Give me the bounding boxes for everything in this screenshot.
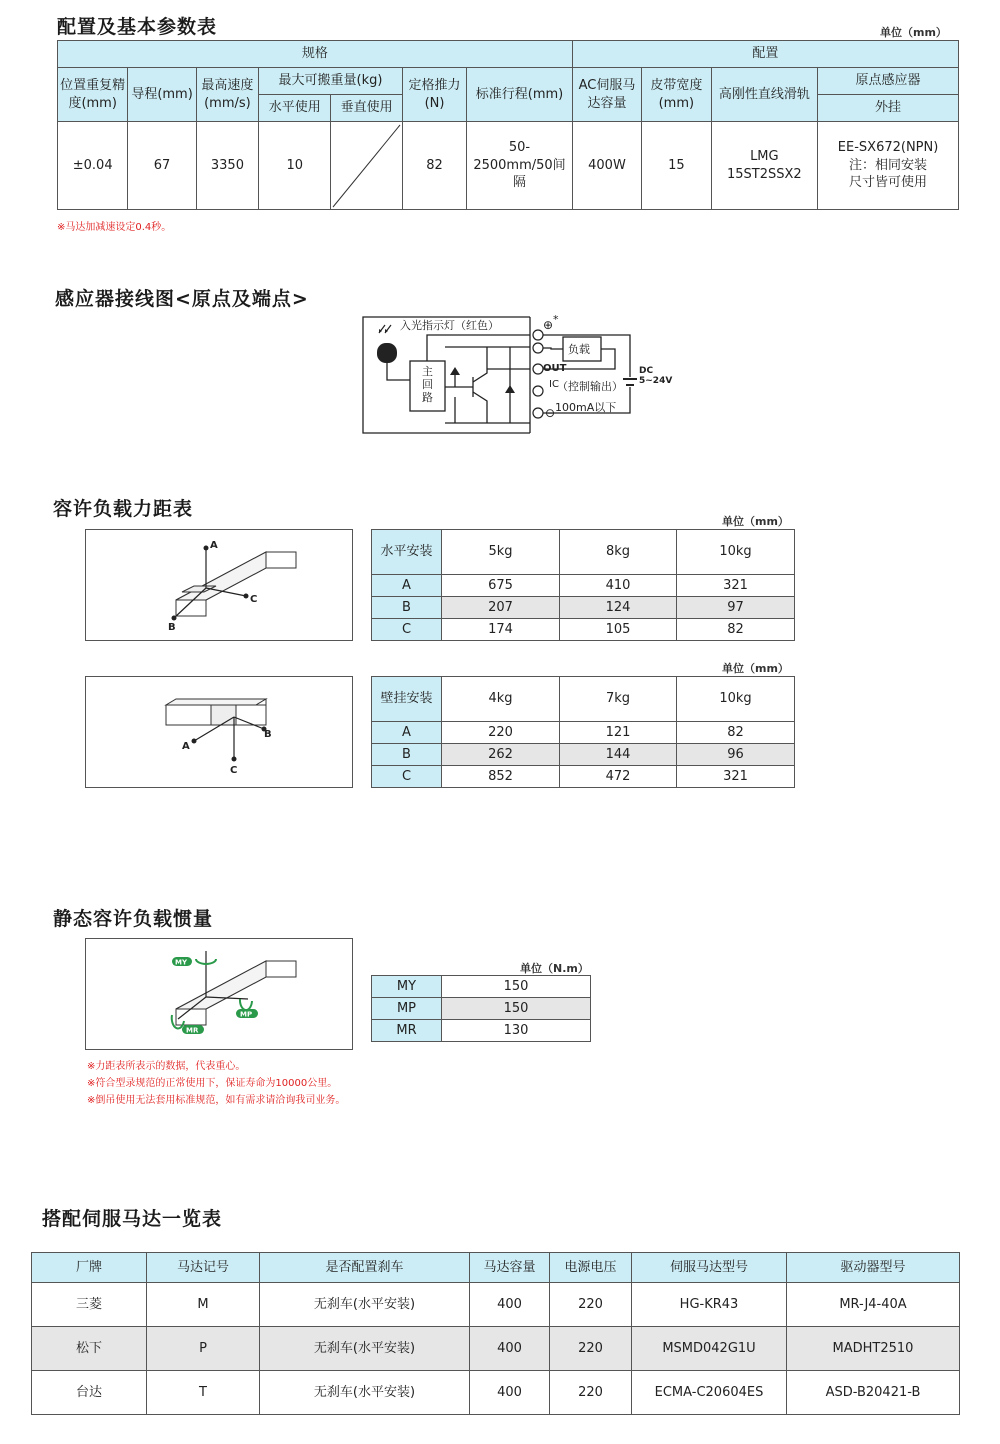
- stroke-header: 标准行程(mm): [467, 68, 573, 122]
- table-row: [372, 722, 795, 744]
- load-header: 10kg: [677, 530, 795, 575]
- max-speed-header: 最高速度(mm/s): [196, 68, 258, 122]
- lead-value: 67: [128, 122, 196, 210]
- inertia-actuator-icon: [86, 939, 352, 1049]
- my-badge: MY: [175, 958, 188, 967]
- table-row: [372, 619, 795, 641]
- cell: 无刹车(水平安装): [260, 1371, 470, 1415]
- cell: 96: [677, 744, 795, 766]
- load-header: 8kg: [560, 530, 677, 575]
- inertia-title: 静态容许负载惯量: [53, 908, 214, 930]
- voltage-label: 5~24V: [639, 376, 673, 386]
- cell: MR-J4-40A: [787, 1283, 960, 1327]
- lead-header: 导程(mm): [128, 68, 196, 122]
- inertia-table: [371, 975, 591, 1042]
- table-row: [32, 1327, 960, 1371]
- table-row: [32, 1371, 960, 1415]
- wall-actuator-icon: [86, 677, 352, 787]
- motor-capacity-header: 马达容量: [470, 1253, 550, 1283]
- servo-table: [31, 1252, 960, 1415]
- inertia-figure: [85, 938, 353, 1050]
- cell: 321: [677, 575, 795, 597]
- sensor-note-1: 注：相同安装: [849, 157, 928, 173]
- load-label: 负载: [568, 343, 590, 356]
- table-row: [372, 998, 591, 1020]
- cell: P: [147, 1327, 260, 1371]
- cell: 82: [677, 722, 795, 744]
- led-icon: [377, 325, 397, 363]
- cell: 400: [470, 1371, 550, 1415]
- rated-thrust-value: 82: [402, 122, 466, 210]
- servo-title: 搭配伺服马达一览表: [42, 1208, 223, 1230]
- cell: 150: [442, 976, 591, 998]
- max-speed-value: 3350: [196, 122, 258, 210]
- horizontal-mount-label: 水平安装: [372, 530, 442, 575]
- row-label: MR: [372, 1020, 442, 1042]
- rated-thrust-header: 定格推力(N): [402, 68, 466, 122]
- asterisk-mark: *: [553, 313, 559, 326]
- minus-terminal: ⊖: [545, 406, 556, 420]
- belt-width-header: 皮带宽度(mm): [642, 68, 711, 122]
- payload-horizontal-value: 10: [259, 122, 331, 210]
- terminal-icons: [533, 330, 543, 418]
- row-label: B: [372, 597, 442, 619]
- cell: 三菱: [32, 1283, 147, 1327]
- load-header: 4kg: [442, 677, 560, 722]
- cell: MSMD042G1U: [632, 1327, 787, 1371]
- table-row: [372, 744, 795, 766]
- cell: 82: [677, 619, 795, 641]
- indicator-label: 入光指示灯（红色）: [400, 319, 499, 332]
- fig-label-b: B: [168, 622, 176, 633]
- cell: 410: [560, 575, 677, 597]
- sensor-mount-header: 外挂: [818, 95, 959, 122]
- dc-label: DC: [639, 366, 654, 376]
- cell: 台达: [32, 1371, 147, 1415]
- current-label: 100mA以下: [555, 401, 617, 414]
- battery-icon: [623, 379, 637, 385]
- stroke-value: 50-2500mm/50间隔: [467, 122, 573, 210]
- inertia-unit: 单位（N.m）: [520, 962, 589, 975]
- cell: 144: [560, 744, 677, 766]
- moment-h-unit: 单位（mm）: [722, 515, 789, 528]
- row-label: C: [372, 766, 442, 788]
- servo-model-header: 伺服马达型号: [632, 1253, 787, 1283]
- cell: MADHT2510: [787, 1327, 960, 1371]
- max-payload-header: 最大可搬重量(kg): [259, 68, 403, 95]
- origin-sensor-header: 原点感应器: [818, 68, 959, 95]
- fig-label-a: A: [182, 741, 190, 752]
- fig-label-a: A: [210, 540, 218, 551]
- cell: ASD-B20421-B: [787, 1371, 960, 1415]
- payload-horizontal-header: 水平使用: [259, 95, 331, 122]
- config-group-header: 配置: [572, 41, 958, 68]
- mr-badge: MR: [186, 1026, 199, 1035]
- cell: 174: [442, 619, 560, 641]
- inertia-note-1: ※力距表所表示的数据，代表重心。: [87, 1061, 246, 1072]
- cell: 220: [550, 1283, 632, 1327]
- cell: M: [147, 1283, 260, 1327]
- wall-mount-figure: [85, 676, 353, 788]
- fig-label-b: B: [264, 729, 272, 740]
- fig-label-c: C: [250, 594, 258, 605]
- sensor-note-2: 尺寸皆可使用: [849, 175, 928, 191]
- cell: 121: [560, 722, 677, 744]
- load-header: 7kg: [560, 677, 677, 722]
- cell: ECMA-C20604ES: [632, 1371, 787, 1415]
- inertia-note-3: ※倒吊使用无法套用标准规范，如有需求请洽询我司业务。: [87, 1095, 346, 1106]
- cell: 220: [550, 1371, 632, 1415]
- spec-table: [57, 40, 959, 210]
- horizontal-mount-figure: [85, 529, 353, 641]
- wiring-title: 感应器接线图<原点及端点>: [55, 288, 309, 310]
- cell: 松下: [32, 1327, 147, 1371]
- cell: 220: [442, 722, 560, 744]
- row-label: MY: [372, 976, 442, 998]
- table-row: [372, 597, 795, 619]
- cell: 无刹车(水平安装): [260, 1327, 470, 1371]
- spec-group-header: 规格: [58, 41, 573, 68]
- voltage-header: 电源电压: [550, 1253, 632, 1283]
- table-row: [372, 976, 591, 998]
- cell: 124: [560, 597, 677, 619]
- cell: 262: [442, 744, 560, 766]
- moment-title: 容许负载力距表: [53, 498, 194, 520]
- motor-capacity-header: AC伺服马达容量: [572, 68, 641, 122]
- row-label: B: [372, 744, 442, 766]
- load-header: 5kg: [442, 530, 560, 575]
- cell: 130: [442, 1020, 591, 1042]
- cell: 220: [550, 1327, 632, 1371]
- motor-capacity-value: 400W: [572, 122, 641, 210]
- brake-header: 是否配置刹车: [260, 1253, 470, 1283]
- row-label: C: [372, 619, 442, 641]
- table-row: [32, 1283, 960, 1327]
- cell: 97: [677, 597, 795, 619]
- control-output-label: （控制输出）: [557, 380, 623, 393]
- moment-horizontal-table: [371, 529, 795, 641]
- horizontal-actuator-icon: [86, 530, 352, 640]
- wall-mount-label: 壁挂安装: [372, 677, 442, 722]
- cell: 207: [442, 597, 560, 619]
- diagonal-slash: [331, 123, 401, 209]
- repeat-accuracy-value: ±0.04: [58, 122, 128, 210]
- main-circuit-label: 主 回 路: [422, 365, 433, 404]
- linear-rail-value: LMG 15ST2SSX2: [711, 122, 818, 210]
- motor-code-header: 马达记号: [147, 1253, 260, 1283]
- driver-model-header: 驱动器型号: [787, 1253, 960, 1283]
- out-label: OUT: [543, 363, 567, 374]
- row-label: A: [372, 575, 442, 597]
- cell: 400: [470, 1283, 550, 1327]
- cell: 472: [560, 766, 677, 788]
- mp-badge: MP: [240, 1010, 253, 1019]
- payload-vertical-header: 垂直使用: [331, 95, 402, 122]
- fig-label-c: C: [230, 765, 238, 776]
- sensor-model: EE-SX672(NPN): [837, 140, 939, 156]
- payload-vertical-na: [331, 122, 402, 210]
- cell: 105: [560, 619, 677, 641]
- ic-label: IC: [549, 379, 559, 390]
- row-label: MP: [372, 998, 442, 1020]
- cell: 400: [470, 1327, 550, 1371]
- wiring-diagram: [355, 305, 675, 440]
- diode-icon: [450, 367, 515, 393]
- cell: 675: [442, 575, 560, 597]
- cell: 321: [677, 766, 795, 788]
- linear-rail-header: 高刚性直线滑轨: [711, 68, 818, 122]
- brand-header: 厂牌: [32, 1253, 147, 1283]
- table-row: [372, 1020, 591, 1042]
- cell: 无刹车(水平安装): [260, 1283, 470, 1327]
- spec-note: ※马达加减速设定0.4秒。: [57, 222, 172, 233]
- spec-unit: 单位（mm）: [880, 26, 947, 39]
- plus-terminal: ⊕: [543, 318, 554, 332]
- origin-sensor-value: [818, 122, 959, 210]
- cell: T: [147, 1371, 260, 1415]
- cell: 150: [442, 998, 591, 1020]
- table-row: [372, 766, 795, 788]
- cell: HG-KR43: [632, 1283, 787, 1327]
- table-row: [372, 575, 795, 597]
- moment-w-unit: 单位（mm）: [722, 662, 789, 675]
- repeat-accuracy-header: 位置重复精度(mm): [58, 68, 128, 122]
- inertia-note-2: ※符合型录规范的正常使用下，保证寿命为10000公里。: [87, 1078, 338, 1089]
- belt-width-value: 15: [642, 122, 711, 210]
- row-label: A: [372, 722, 442, 744]
- load-header: 10kg: [677, 677, 795, 722]
- spec-title: 配置及基本参数表: [57, 16, 218, 38]
- moment-wall-table: [371, 676, 795, 788]
- cell: 852: [442, 766, 560, 788]
